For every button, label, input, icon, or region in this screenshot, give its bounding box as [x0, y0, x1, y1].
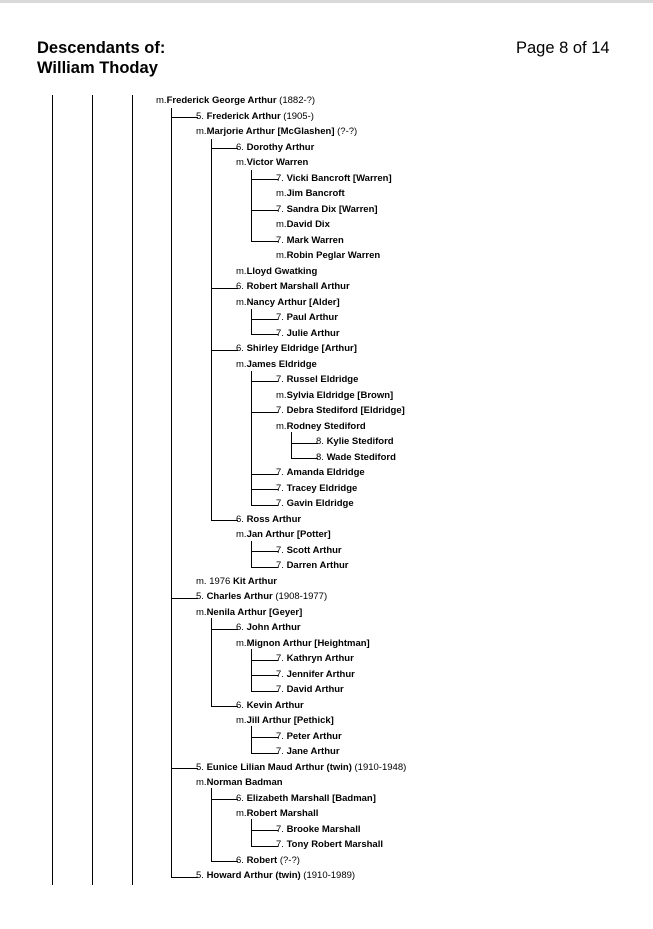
tree-entry: [276, 250, 380, 262]
entry-person-name: Tony Robert Marshall: [286, 839, 383, 850]
entry-person-name: Paul Arthur: [286, 312, 338, 323]
tree-entry: [276, 653, 354, 665]
entry-person-name: Scott Arthur: [286, 544, 342, 556]
tree-entry: [276, 669, 355, 681]
tree-connector-line: [251, 691, 278, 692]
entry-generation-prefix: 7.: [276, 234, 287, 246]
tree-entry: [236, 266, 317, 278]
entry-person-name: Jennifer Arthur: [286, 668, 355, 680]
tree-connector-line: [211, 148, 238, 149]
tree-vertical-line: [251, 309, 252, 334]
tree-connector-line: [251, 830, 278, 831]
tree-connector-line: [211, 288, 238, 289]
entry-person-name: Jane Arthur: [286, 746, 340, 757]
entry-generation-prefix: m.: [236, 808, 247, 819]
page-number: Page 8 of 14: [516, 39, 610, 57]
entry-person-name: Sylvia Eldridge [Brown]: [286, 389, 394, 401]
tree-entry: [196, 607, 302, 619]
entry-life-years: (1910-1948): [351, 761, 407, 773]
tree-connector-line: [251, 179, 278, 180]
tree-entry: [276, 746, 340, 758]
tree-vertical-line: [211, 618, 212, 706]
entry-person-name: Shirley Eldridge [Arthur]: [246, 343, 357, 354]
tree-connector-line: [171, 877, 198, 878]
entry-generation-prefix: 8.: [316, 436, 327, 447]
tree-entry: [196, 576, 277, 588]
tree-connector-line: [211, 706, 238, 707]
entry-person-name: Rodney Stediford: [286, 420, 366, 432]
entry-generation-prefix: m.: [236, 296, 247, 308]
entry-person-name: Elizabeth Marshall [Badman]: [246, 792, 376, 804]
entry-generation-prefix: 7.: [276, 730, 287, 742]
entry-person-name: Kathryn Arthur: [286, 653, 354, 664]
entry-person-name: Robert Marshall: [246, 808, 319, 819]
entry-generation-prefix: 6.: [236, 281, 247, 292]
tree-entry: [236, 297, 340, 309]
entry-generation-prefix: m.: [196, 126, 207, 137]
tree-connector-line: [291, 458, 318, 459]
tree-connector-line: [251, 551, 278, 552]
entry-person-name: Jan Arthur [Potter]: [246, 529, 331, 540]
tree-connector-line: [171, 117, 198, 118]
entry-life-years: (?-?): [277, 854, 300, 866]
tree-connector-line: [251, 660, 278, 661]
entry-generation-prefix: 7.: [276, 312, 287, 323]
entry-life-years: (1905-): [280, 110, 314, 122]
tree-entry: [276, 824, 360, 836]
tree-entry: [236, 793, 376, 805]
tree-entry: [196, 762, 406, 774]
tree-connector-line: [251, 567, 278, 568]
entry-person-name: Victor Warren: [246, 157, 309, 168]
entry-person-name: Lloyd Gwatking: [246, 265, 318, 277]
entry-generation-prefix: 5.: [196, 761, 207, 773]
tree-connector-line: [251, 381, 278, 382]
entry-person-name: Robin Peglar Warren: [286, 250, 381, 261]
entry-generation-prefix: 7.: [276, 746, 287, 757]
tree-connector-line: [251, 412, 278, 413]
tree-entry: [276, 560, 349, 572]
tree-entry: [196, 126, 357, 138]
entry-generation-prefix: m.: [236, 529, 247, 540]
entry-generation-prefix: m.: [236, 715, 247, 726]
entry-generation-prefix: m.: [196, 606, 207, 618]
entry-generation-prefix: 7.: [276, 560, 287, 571]
entry-generation-prefix: 6.: [236, 792, 247, 804]
tree-vertical-line: [211, 139, 212, 520]
tree-entry: [276, 173, 392, 185]
title-line-1: Descendants of:: [37, 39, 166, 57]
entry-person-name: Kylie Stediford: [326, 436, 394, 447]
entry-person-name: Howard Arthur (twin): [206, 870, 301, 881]
entry-person-name: Amanda Eldridge: [286, 467, 365, 478]
tree-entry: [276, 483, 357, 495]
tree-vertical-line: [291, 432, 292, 458]
entry-generation-prefix: 6.: [236, 622, 247, 633]
tree-connector-line: [171, 768, 198, 769]
tree-entry: [236, 700, 304, 712]
tree-entry: [276, 390, 393, 402]
entry-person-name: Julie Arthur: [286, 327, 340, 339]
entry-generation-prefix: m.: [236, 358, 247, 370]
entry-generation-prefix: m. 1976: [196, 575, 233, 587]
entry-generation-prefix: 6.: [236, 854, 247, 866]
tree-entry: [316, 436, 394, 448]
entry-generation-prefix: m.: [276, 188, 287, 199]
tree-entry: [276, 839, 383, 851]
tree-entry: [276, 405, 405, 417]
entry-person-name: Tracey Eldridge: [286, 482, 358, 494]
entry-person-name: Robert: [246, 854, 278, 866]
tree-connector-line: [211, 799, 238, 800]
entry-generation-prefix: 7.: [276, 467, 287, 478]
tree-entry: [236, 514, 301, 526]
tree-connector-line: [251, 334, 278, 335]
tree-entry: [236, 281, 350, 293]
entry-person-name: David Dix: [286, 219, 330, 230]
tree-connector-line: [251, 489, 278, 490]
entry-person-name: David Arthur: [286, 684, 344, 695]
entry-person-name: John Arthur: [246, 622, 301, 633]
entry-generation-prefix: m.: [276, 219, 287, 230]
title-line-2: William Thoday: [37, 59, 158, 77]
tree-entry: [196, 591, 327, 603]
entry-person-name: Debra Stediford [Eldridge]: [286, 405, 405, 416]
tree-connector-line: [251, 846, 278, 847]
tree-entry: [196, 777, 283, 789]
entry-person-name: Vicki Bancroft [Warren]: [286, 172, 392, 184]
entry-person-name: Ross Arthur: [246, 513, 302, 525]
entry-person-name: Kit Arthur: [232, 575, 277, 587]
tree-entry: [236, 715, 334, 727]
tree-vertical-line: [132, 95, 133, 885]
entry-person-name: Norman Badman: [206, 777, 283, 788]
entry-generation-prefix: 7.: [276, 172, 287, 184]
tree-entry: [236, 808, 318, 820]
entry-life-years: (1910-1989): [300, 870, 356, 881]
tree-entry: [196, 870, 355, 882]
entry-generation-prefix: 7.: [276, 668, 287, 680]
entry-person-name: Darren Arthur: [286, 560, 349, 571]
tree-entry: [236, 622, 301, 634]
entry-generation-prefix: 7.: [276, 405, 287, 416]
entry-person-name: Mark Warren: [286, 234, 344, 246]
tree-entry: [236, 343, 357, 355]
entry-person-name: Robert Marshall Arthur: [246, 281, 350, 292]
tree-vertical-line: [251, 819, 252, 846]
entry-generation-prefix: 7.: [276, 839, 287, 850]
entry-generation-prefix: 6.: [236, 513, 247, 525]
tree-connector-line: [211, 350, 238, 351]
entry-person-name: Kevin Arthur: [246, 699, 304, 711]
entry-person-name: Peter Arthur: [286, 730, 342, 742]
entry-person-name: Frederick George Arthur: [166, 95, 277, 106]
tree-connector-line: [251, 753, 278, 754]
entry-life-years: (?-?): [334, 126, 358, 137]
tree-entry: [276, 545, 342, 557]
entry-generation-prefix: 7.: [276, 327, 287, 339]
entry-generation-prefix: 8.: [316, 451, 327, 463]
entry-person-name: Dorothy Arthur: [246, 141, 315, 153]
entry-person-name: Nenila Arthur [Geyer]: [206, 606, 303, 618]
tree-connector-line: [251, 319, 278, 320]
tree-entry: [276, 235, 344, 247]
tree-entry: [276, 219, 330, 231]
tree-vertical-line: [251, 371, 252, 505]
tree-vertical-line: [251, 726, 252, 753]
entry-life-years: (1908-1977): [272, 591, 328, 602]
entry-generation-prefix: m.: [276, 420, 287, 432]
entry-life-years: (1882-?): [276, 95, 316, 106]
entry-generation-prefix: 5.: [196, 110, 207, 122]
entry-person-name: Jill Arthur [Pethick]: [246, 715, 334, 726]
page-title: [37, 38, 165, 78]
entry-generation-prefix: 6.: [236, 141, 247, 153]
tree-connector-line: [211, 629, 238, 630]
entry-generation-prefix: m.: [236, 637, 247, 649]
entry-generation-prefix: 7.: [276, 203, 287, 215]
entry-person-name: Wade Stediford: [326, 451, 396, 463]
tree-entry: [276, 731, 342, 743]
top-border: [0, 0, 653, 3]
entry-generation-prefix: 7.: [276, 653, 287, 664]
entry-generation-prefix: 6.: [236, 699, 247, 711]
entry-person-name: James Eldridge: [246, 358, 317, 370]
entry-generation-prefix: m.: [156, 95, 167, 106]
entry-person-name: Jim Bancroft: [286, 188, 345, 199]
entry-person-name: Brooke Marshall: [286, 823, 361, 835]
tree-entry: [276, 188, 345, 200]
entry-generation-prefix: 5.: [196, 591, 207, 602]
tree-vertical-line: [171, 108, 172, 877]
entry-generation-prefix: 7.: [276, 823, 287, 835]
tree-entry: [276, 467, 365, 479]
entry-person-name: Eunice Lilian Maud Arthur (twin): [206, 761, 352, 773]
tree-connector-line: [251, 210, 278, 211]
entry-generation-prefix: 7.: [276, 374, 287, 385]
entry-generation-prefix: 7.: [276, 544, 287, 556]
entry-generation-prefix: 7.: [276, 482, 287, 494]
tree-vertical-line: [251, 170, 252, 241]
tree-entry: [156, 95, 315, 107]
tree-entry: [276, 684, 344, 696]
entry-person-name: Charles Arthur: [206, 591, 273, 602]
tree-entry: [276, 498, 354, 510]
tree-vertical-line: [251, 541, 252, 567]
entry-person-name: Gavin Eldridge: [286, 498, 354, 509]
tree-entry: [196, 111, 314, 123]
entry-generation-prefix: m.: [236, 265, 247, 277]
entry-person-name: Frederick Arthur: [206, 110, 281, 122]
entry-person-name: Marjorie Arthur [McGlashen]: [206, 126, 335, 137]
entry-generation-prefix: 7.: [276, 498, 287, 509]
tree-connector-line: [251, 505, 278, 506]
entry-person-name: Mignon Arthur [Heightman]: [246, 637, 370, 649]
tree-entry: [236, 529, 331, 541]
tree-connector-line: [211, 861, 238, 862]
tree-entry: [236, 157, 308, 169]
entry-generation-prefix: m.: [276, 250, 287, 261]
tree-vertical-line: [251, 649, 252, 691]
tree-connector-line: [251, 474, 278, 475]
entry-generation-prefix: 5.: [196, 870, 207, 881]
entry-person-name: Russel Eldridge: [286, 374, 359, 385]
tree-connector-line: [291, 443, 318, 444]
entry-generation-prefix: m.: [196, 777, 207, 788]
tree-connector-line: [211, 520, 238, 521]
tree-entry: [236, 142, 314, 154]
entry-generation-prefix: 6.: [236, 343, 247, 354]
tree-vertical-line: [92, 95, 93, 885]
entry-generation-prefix: m.: [276, 389, 287, 401]
tree-entry: [316, 452, 396, 464]
tree-entry: [276, 204, 378, 216]
tree-entry: [276, 374, 358, 386]
tree-entry: [236, 855, 300, 867]
tree-entry: [276, 312, 338, 324]
entry-generation-prefix: m.: [236, 157, 247, 168]
tree-entry: [236, 359, 317, 371]
entry-person-name: Nancy Arthur [Alder]: [246, 296, 340, 308]
tree-connector-line: [251, 675, 278, 676]
entry-person-name: Sandra Dix [Warren]: [286, 203, 378, 215]
tree-entry: [276, 421, 366, 433]
tree-entry: [236, 638, 370, 650]
tree-connector-line: [251, 737, 278, 738]
entry-generation-prefix: 7.: [276, 684, 287, 695]
tree-connector-line: [251, 241, 278, 242]
tree-vertical-line: [52, 95, 53, 885]
tree-connector-line: [171, 598, 198, 599]
tree-entry: [276, 328, 340, 340]
